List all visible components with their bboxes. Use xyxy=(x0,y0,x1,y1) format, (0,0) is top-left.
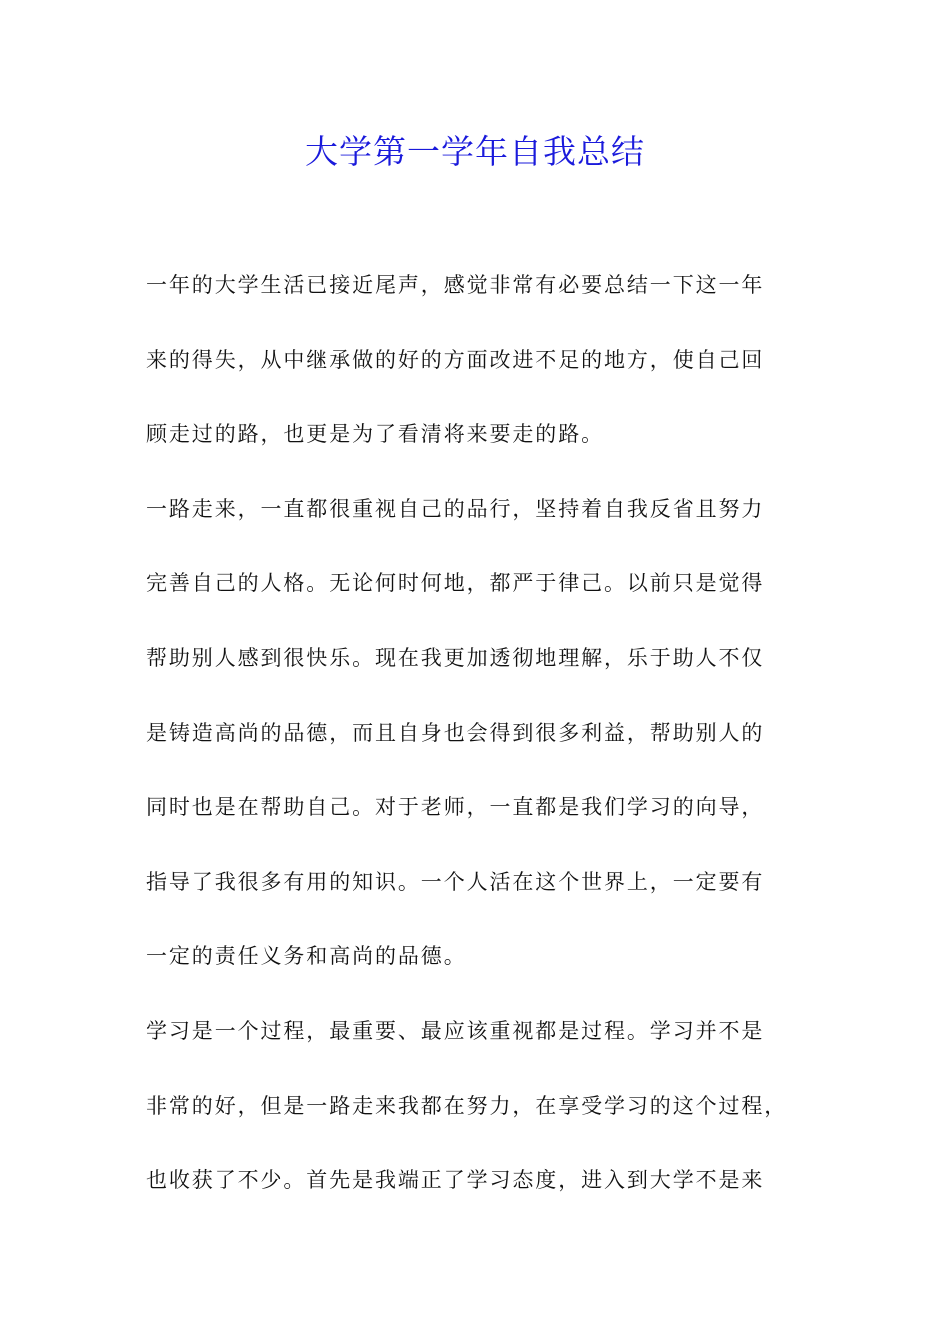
body-line: 是铸造高尚的品德，而且自身也会得到很多利益，帮助别人的 xyxy=(146,720,765,745)
document-body xyxy=(146,263,826,1233)
document-title: 大学第一学年自我总结 xyxy=(305,132,645,171)
body-line: 来的得失，从中继承做的好的方面改进不足的地方，使自己回 xyxy=(146,347,765,372)
body-line: 顾走过的路，也更是为了看清将来要走的路。 xyxy=(146,422,604,447)
body-line: 帮助别人感到很快乐。现在我更加透彻地理解，乐于助人不仅 xyxy=(146,645,765,670)
body-line: 一年的大学生活已接近尾声，感觉非常有必要总结一下这一年 xyxy=(146,273,765,297)
body-line: 也收获了不少。首先是我端正了学习态度，进入到大学不是来 xyxy=(146,1168,765,1193)
body-line: 指导了我很多有用的知识。一个人活在这个世界上，一定要有 xyxy=(146,869,765,894)
body-line: 非常的好，但是一路走来我都在努力，在享受学习的这个过程， xyxy=(146,1093,788,1118)
body-line: 学习是一个过程，最重要、最应该重视都是过程。学习并不是 xyxy=(146,1018,765,1043)
body-line: 一定的责任义务和高尚的品德。 xyxy=(146,944,467,969)
body-line: 同时也是在帮助自己。对于老师，一直都是我们学习的向导， xyxy=(146,795,765,820)
body-line: 一路走来，一直都很重视自己的品行，坚持着自我反省且努力 xyxy=(146,496,765,521)
body-line: 完善自己的人格。无论何时何地，都严于律己。以前只是觉得 xyxy=(146,571,765,596)
